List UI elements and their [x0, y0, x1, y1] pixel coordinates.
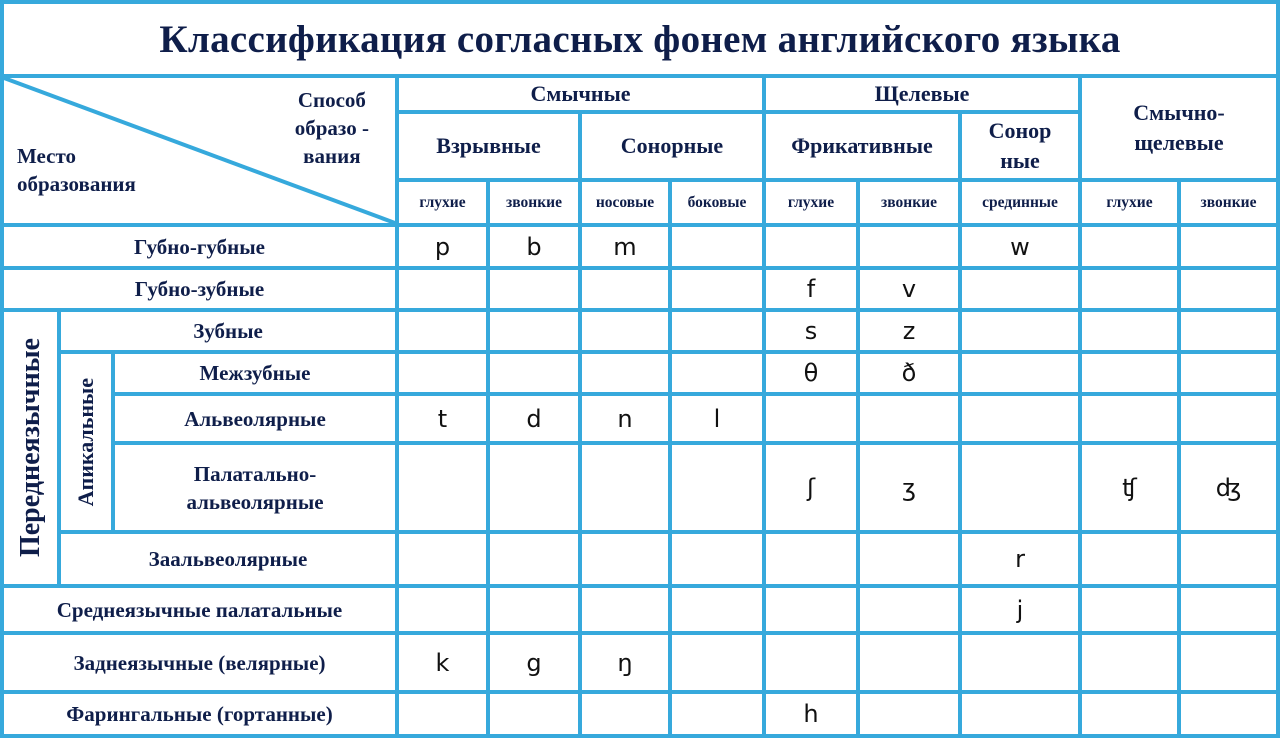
phoneme-cell	[860, 227, 958, 266]
phoneme-cell	[672, 270, 762, 308]
phoneme-cell	[1082, 270, 1177, 308]
phoneme-cell: p	[399, 227, 486, 266]
phoneme-cell	[1082, 312, 1177, 350]
column-header: боковые	[672, 182, 762, 223]
phoneme-cell	[672, 635, 762, 690]
phoneme-cell	[490, 270, 578, 308]
row-label: Заднеязычные (велярные)	[4, 635, 395, 690]
phoneme-cell	[962, 312, 1078, 350]
phoneme-cell	[1181, 396, 1276, 441]
place-label: Место образования	[17, 144, 136, 196]
phoneme-cell	[490, 445, 578, 530]
column-header: глухие	[1082, 182, 1177, 223]
phoneme-cell	[766, 534, 856, 584]
row-label: Альвеолярные	[115, 396, 395, 441]
phoneme-cell	[962, 354, 1078, 392]
header-affricates: Смычно- щелевые	[1082, 78, 1276, 178]
phoneme-cell	[399, 534, 486, 584]
phoneme-cell: ð	[860, 354, 958, 392]
phoneme-cell	[672, 445, 762, 530]
phoneme-cell: d	[490, 396, 578, 441]
header-fricatives-group: Щелевые	[766, 78, 1078, 110]
phoneme-cell	[1181, 354, 1276, 392]
phoneme-cell: m	[582, 227, 668, 266]
phoneme-cell	[582, 354, 668, 392]
column-header: срединные	[962, 182, 1078, 223]
phoneme-cell	[1181, 694, 1276, 734]
phoneme-cell: k	[399, 635, 486, 690]
phoneme-cell	[1082, 227, 1177, 266]
phoneme-cell: f	[766, 270, 856, 308]
phoneme-cell: g	[490, 635, 578, 690]
phoneme-cell: ŋ	[582, 635, 668, 690]
phoneme-cell	[1082, 534, 1177, 584]
header-stops: Смычные	[399, 78, 762, 110]
phoneme-cell	[1082, 588, 1177, 631]
phoneme-cell: n	[582, 396, 668, 441]
phoneme-cell	[860, 694, 958, 734]
phoneme-cell	[490, 534, 578, 584]
phoneme-cell: w	[962, 227, 1078, 266]
phoneme-cell	[860, 588, 958, 631]
phoneme-cell: ʃ	[766, 445, 856, 530]
phoneme-cell: v	[860, 270, 958, 308]
phoneme-cell: ʧ	[1082, 445, 1177, 530]
row-label: Заальвеолярные	[61, 534, 395, 584]
phoneme-cell: z	[860, 312, 958, 350]
phoneme-cell	[766, 635, 856, 690]
phoneme-cell	[1181, 635, 1276, 690]
phoneme-cell	[490, 588, 578, 631]
forelingual-side-label: Переднеязычные	[4, 312, 57, 584]
row-label: Зубные	[61, 312, 395, 350]
phoneme-cell	[582, 588, 668, 631]
phoneme-cell	[1181, 227, 1276, 266]
header-stop-sonorants: Сонорные	[582, 114, 762, 178]
column-header: звонкие	[860, 182, 958, 223]
phoneme-cell	[1181, 534, 1276, 584]
phoneme-cell	[672, 227, 762, 266]
row-label: Губно-зубные	[4, 270, 395, 308]
header-fricatives: Фрикативные	[766, 114, 958, 178]
phoneme-cell: s	[766, 312, 856, 350]
manner-label: Способ образо - вания	[294, 88, 369, 168]
phoneme-cell: θ	[766, 354, 856, 392]
phoneme-cell	[399, 270, 486, 308]
row-label: Среднеязычные палатальные	[4, 588, 395, 631]
phoneme-cell	[1082, 354, 1177, 392]
phoneme-cell	[490, 312, 578, 350]
phoneme-cell	[490, 354, 578, 392]
phoneme-cell: ʒ	[860, 445, 958, 530]
column-header: глухие	[399, 182, 486, 223]
phoneme-cell	[582, 270, 668, 308]
phoneme-cell	[1082, 396, 1177, 441]
table-title: Классификация согласных фонем английского языка	[4, 4, 1276, 74]
phoneme-cell	[490, 694, 578, 734]
phoneme-cell	[962, 694, 1078, 734]
phoneme-cell	[399, 694, 486, 734]
phoneme-cell	[672, 312, 762, 350]
header-fric-sonorants: Сонор ные	[962, 114, 1078, 178]
phoneme-cell	[766, 227, 856, 266]
phoneme-cell	[582, 534, 668, 584]
phoneme-cell	[672, 694, 762, 734]
phoneme-cell	[766, 396, 856, 441]
phoneme-cell	[1181, 588, 1276, 631]
phoneme-cell	[582, 694, 668, 734]
phoneme-cell	[860, 396, 958, 441]
phoneme-cell	[962, 635, 1078, 690]
phoneme-cell	[582, 445, 668, 530]
phoneme-cell: l	[672, 396, 762, 441]
header-plosives: Взрывные	[399, 114, 578, 178]
row-label: Палатально- альвеолярные	[115, 445, 395, 530]
column-header: звонкие	[1181, 182, 1276, 223]
phoneme-cell	[766, 588, 856, 631]
phoneme-cell	[860, 534, 958, 584]
phoneme-cell	[399, 588, 486, 631]
phoneme-cell	[672, 534, 762, 584]
column-header: глухие	[766, 182, 856, 223]
phoneme-cell	[962, 396, 1078, 441]
phoneme-cell	[399, 312, 486, 350]
phoneme-cell	[672, 588, 762, 631]
phoneme-cell	[1082, 635, 1177, 690]
phoneme-cell	[1181, 312, 1276, 350]
row-label: Межзубные	[115, 354, 395, 392]
column-header: носовые	[582, 182, 668, 223]
row-label: Губно-губные	[4, 227, 395, 266]
phoneme-cell	[399, 354, 486, 392]
column-header: звонкие	[490, 182, 578, 223]
phoneme-cell	[1181, 270, 1276, 308]
phoneme-cell: h	[766, 694, 856, 734]
phoneme-cell	[672, 354, 762, 392]
phoneme-cell	[962, 270, 1078, 308]
phoneme-cell: b	[490, 227, 578, 266]
phoneme-cell	[962, 445, 1078, 530]
phoneme-cell	[399, 445, 486, 530]
phoneme-cell: t	[399, 396, 486, 441]
apical-side-label: Апикальные	[61, 354, 111, 530]
phoneme-cell: r	[962, 534, 1078, 584]
phoneme-cell	[1082, 694, 1177, 734]
row-label: Фарингальные (гортанные)	[4, 694, 395, 734]
corner-header	[4, 78, 395, 223]
phoneme-cell	[860, 635, 958, 690]
phoneme-cell: j	[962, 588, 1078, 631]
phoneme-cell: ʤ	[1181, 445, 1276, 530]
phoneme-cell	[582, 312, 668, 350]
